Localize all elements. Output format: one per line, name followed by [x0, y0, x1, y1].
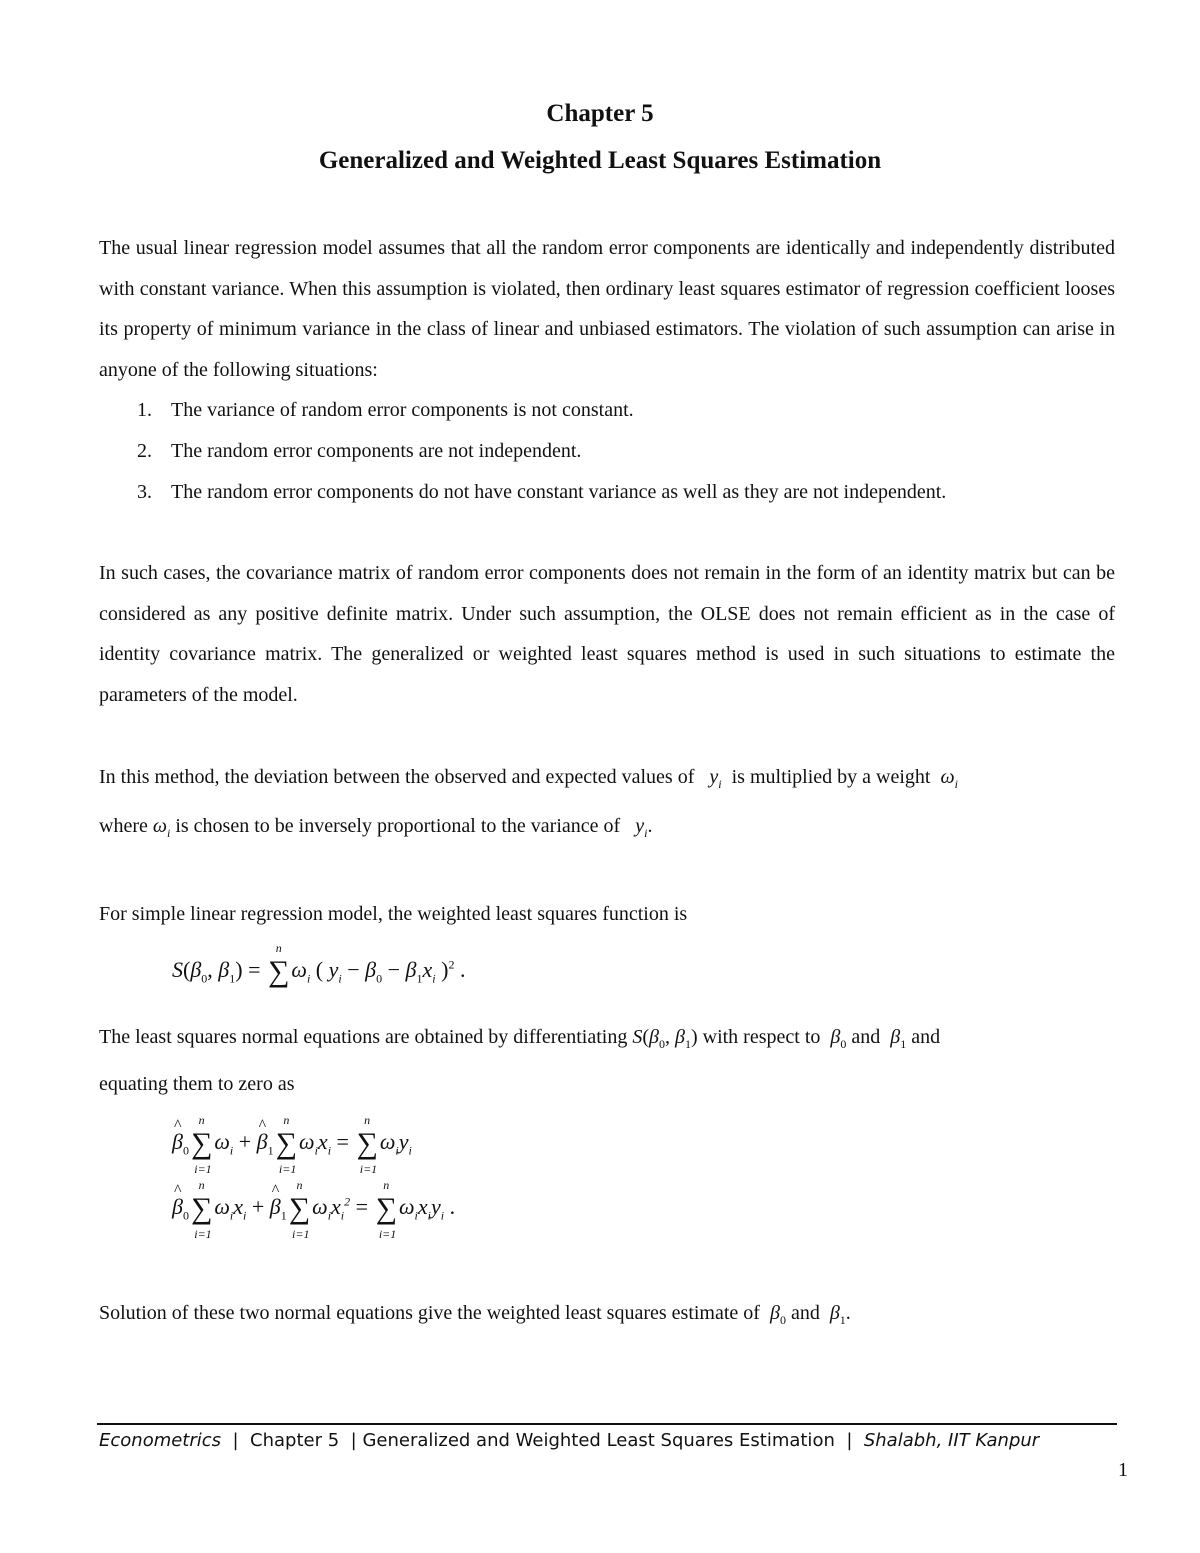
footer-separator: |: [846, 1430, 853, 1451]
situations-list: [99, 390, 1115, 513]
math-omega-i: $\omega_i$: [940, 766, 958, 791]
footer-divider: [97, 1423, 1117, 1425]
list-item: [99, 431, 1115, 472]
weight-line-2: where $\omega_i$ is chosen to be inversely proportional to the variance of $y_i$.: [99, 815, 653, 840]
normal-equation-1: ^ $\beta_0$ n ∑ i=1 $\omega_i$ + ^ $\beta_1$ n ∑ i=1 $\omega_ix_i$ = n ∑ i=1 $\omega_iy_i$: [172, 1127, 412, 1161]
footer-title: Generalized and Weighted Least Squares Estimation: [362, 1430, 835, 1451]
covariance-paragraph: In such cases, the covariance matrix of random error components does not remain in the form of an identity matrix but can be considered as any positive definite matrix. Under such assumption, the OLSE does not remain efficient as in the case of identity covariance matrix. The generalized or weighted least squares method is used in such situations to estimate the parameters of the model.: [99, 562, 1115, 706]
list-item-number: 3.: [137, 481, 152, 503]
solution-and: and: [790, 1302, 820, 1324]
and-text-1: and: [851, 1026, 881, 1048]
chapter-heading: Chapter 5: [546, 100, 654, 127]
footer-book: Econometrics: [99, 1430, 222, 1451]
intro-paragraph: The usual linear regression model assumes that all the random error components are identically and independently distributed with constant variance. When this assumption is violated, then ordinary least squares estimator of regression coefficient looses its property of minimum variance in the class of linear and unbiased estimators. The violation of such assumption can arise in anyone of the following situations:: [99, 237, 1115, 381]
list-item-number: 1.: [137, 399, 152, 421]
weight-text-4: is chosen to be inversely proportional to the variance of: [175, 815, 621, 837]
math-omega-i: $\omega_i$: [152, 815, 171, 840]
footer-chapter: Chapter 5: [250, 1430, 340, 1451]
list-item-number: 2.: [137, 440, 152, 462]
weight-line-1: [99, 766, 958, 792]
chapter-title: Generalized and Weighted Least Squares Estimation: [318, 147, 882, 174]
solution-text: Solution of these two normal equations give the weighted least squares estimate of: [99, 1302, 760, 1324]
normal-equation-2: ^ $\beta_0$ n ∑ i=1 $\omega_ix_i$ + ^ $\beta_1$ n ∑ i=1 $\omega_ix_i^2$ = n ∑ i=1 $\omega_ix_iy_i$ .: [172, 1192, 455, 1226]
list-item: [99, 390, 1115, 431]
wls-function-equation: $S(\beta_0$, $\beta_1$) = n $\sum\omega_i$ ( $y_i - \beta_0 - \beta_1x_i$ )$^2$ .: [172, 941, 466, 988]
weight-text-1: In this method, the deviation between the observed and expected values of: [99, 766, 695, 788]
normal-eq-text-2: with respect to: [702, 1026, 821, 1048]
weight-text-2: is multiplied by a weight: [731, 766, 931, 788]
and-text-2: and: [911, 1026, 941, 1048]
footer-author: Shalabh, IIT Kanpur: [863, 1430, 1040, 1451]
footer-separator: |: [232, 1430, 239, 1451]
math-y-i: $y_i$: [709, 766, 722, 791]
list-item-text: The variance of random error components is not constant.: [171, 399, 634, 421]
list-item-text: The random error components do not have constant variance as well as they are not independent.: [171, 481, 947, 503]
list-item: [99, 472, 1115, 513]
page-footer: [99, 1430, 1039, 1451]
normal-eq-line-1: The least squares normal equations are obtained by differentiating $S(\beta_0$, $\beta_1$) with respect to $\beta_0$ and $\beta_1$ and: [99, 1026, 941, 1051]
footer-separator: |: [350, 1430, 357, 1451]
math-y-i: $y_i$: [635, 815, 648, 840]
weight-text-3: where: [99, 815, 148, 837]
page-number: 1: [1118, 1459, 1128, 1481]
list-item-text: The random error components are not independent.: [171, 440, 582, 462]
normal-eq-text-1: The least squares normal equations are obtained by differentiating: [99, 1026, 628, 1048]
solution-line: Solution of these two normal equations give the weighted least squares estimate of $\beta_0$ and $\beta_1$.: [99, 1302, 851, 1327]
normal-eq-line-2: equating them to zero as: [99, 1073, 295, 1095]
wls-function-intro: For simple linear regression model, the weighted least squares function is: [99, 903, 688, 925]
